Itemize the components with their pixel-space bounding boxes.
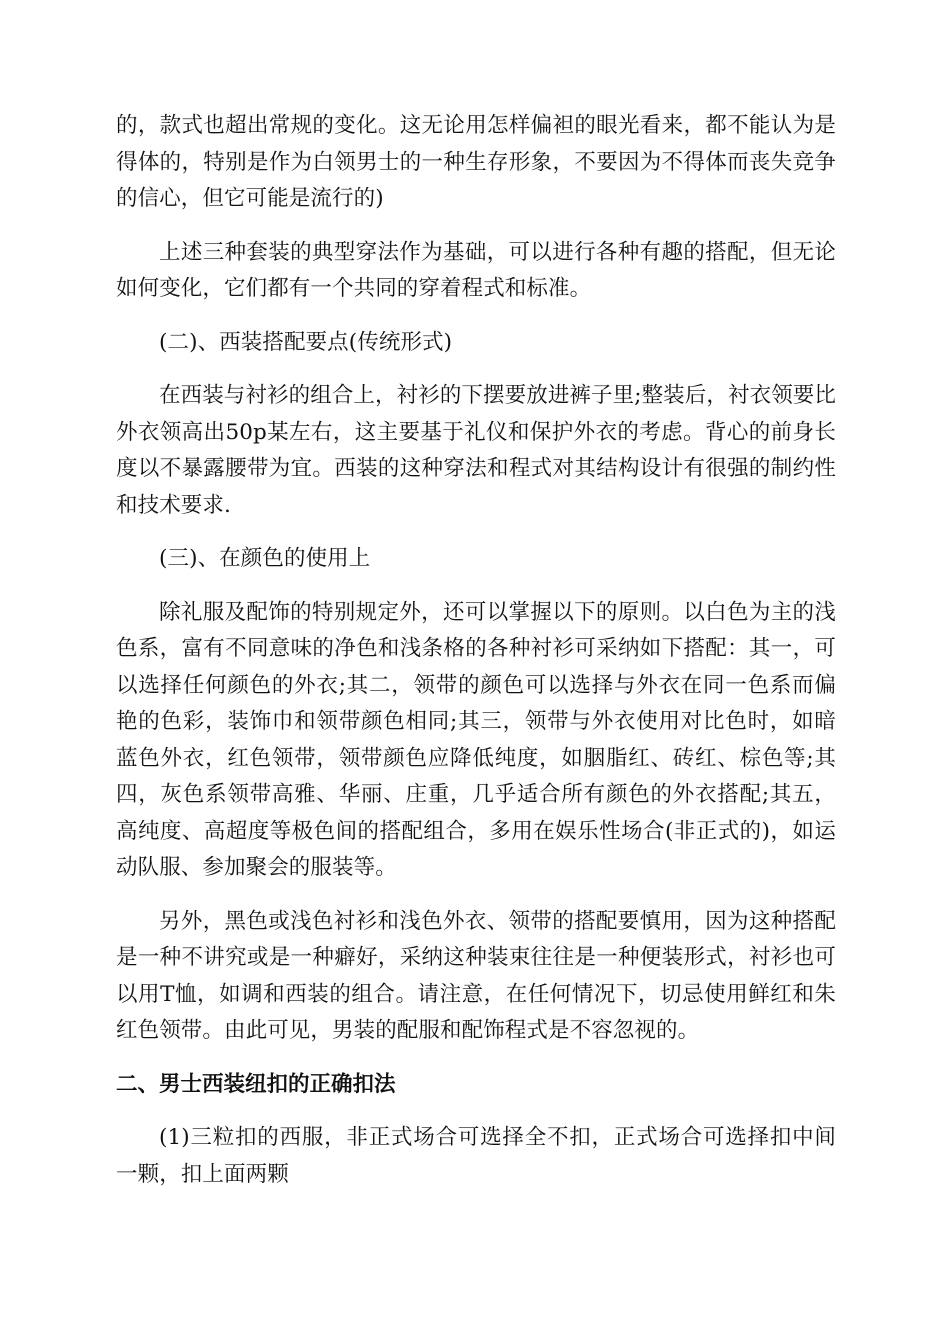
paragraph-continuation: 的，款式也超出常规的变化。这无论用怎样偏袒的眼光看来，都不能认为是得体的，特别是作为白领男士的一种生存形象，不要因为不得体而丧失竞争的信心，但它可能是流行的)	[116, 113, 836, 211]
section-heading-buttons: 二、男士西装纽扣的正确扣法	[116, 1071, 396, 1097]
subheading-color-usage: (三)、在颜色的使用上	[159, 546, 371, 571]
subheading-suit-matching: (二)、西装搭配要点(传统形式)	[159, 329, 453, 355]
paragraph-shirt-combination: 在西装与衬衫的组合上，衬衫的下摆要放进裤子里;整装后，衬衣领要比外衣领高出50p某左右，这主要基于礼仪和保护外衣的考虑。背心的前身长度以不暴露腰带为宜。西装的这种穿法和程式对其结构设计有很强的制约性和技术要求.	[116, 383, 836, 518]
paragraph-suit-basis: 上述三种套装的典型穿法作为基础，可以进行各种有趣的搭配，但无论如何变化，它们都有一个共同的穿着程式和标准。	[116, 239, 836, 301]
paragraph-color-caution: 另外，黑色或浅色衬衫和浅色外衣、领带的搭配要慎用，因为这种搭配是一种不讲究或是一种癖好，采纳这种装束往往是一种便装形式，衬衫也可以用T恤，如调和西装的组合。请注意，在任何情况下，切忌使用鲜红和朱红色领带。由此可见，男装的配服和配饰程式是不容忽视的。	[116, 908, 836, 1043]
paragraph-color-principles: 除礼服及配饰的特别规定外，还可以掌握以下的原则。以白色为主的浅色系，富有不同意味的净色和浅条格的各种衬衫可采纳如下搭配：其一，可以选择任何颜色的外衣;其二，领带的颜色可以选择与外衣在同一色系而偏艳的色彩，装饰巾和领带颜色相同;其三，领带与外衣使用对比色时，如暗蓝色外衣，红色领带，领带颜色应降低纯度，如胭脂红、砖红、棕色等;其四，灰色系领带高雅、华丽、庄重，几乎适合所有颜色的外衣搭配;其五，高纯度、高超度等极色间的搭配组合，多用在娱乐性场合(非正式的)，如运动队服、参加聚会的服装等。	[116, 599, 836, 880]
paragraph-three-button: (1)三粒扣的西服，非正式场合可选择全不扣，正式场合可选择扣中间一颗，扣上面两颗	[116, 1125, 836, 1187]
